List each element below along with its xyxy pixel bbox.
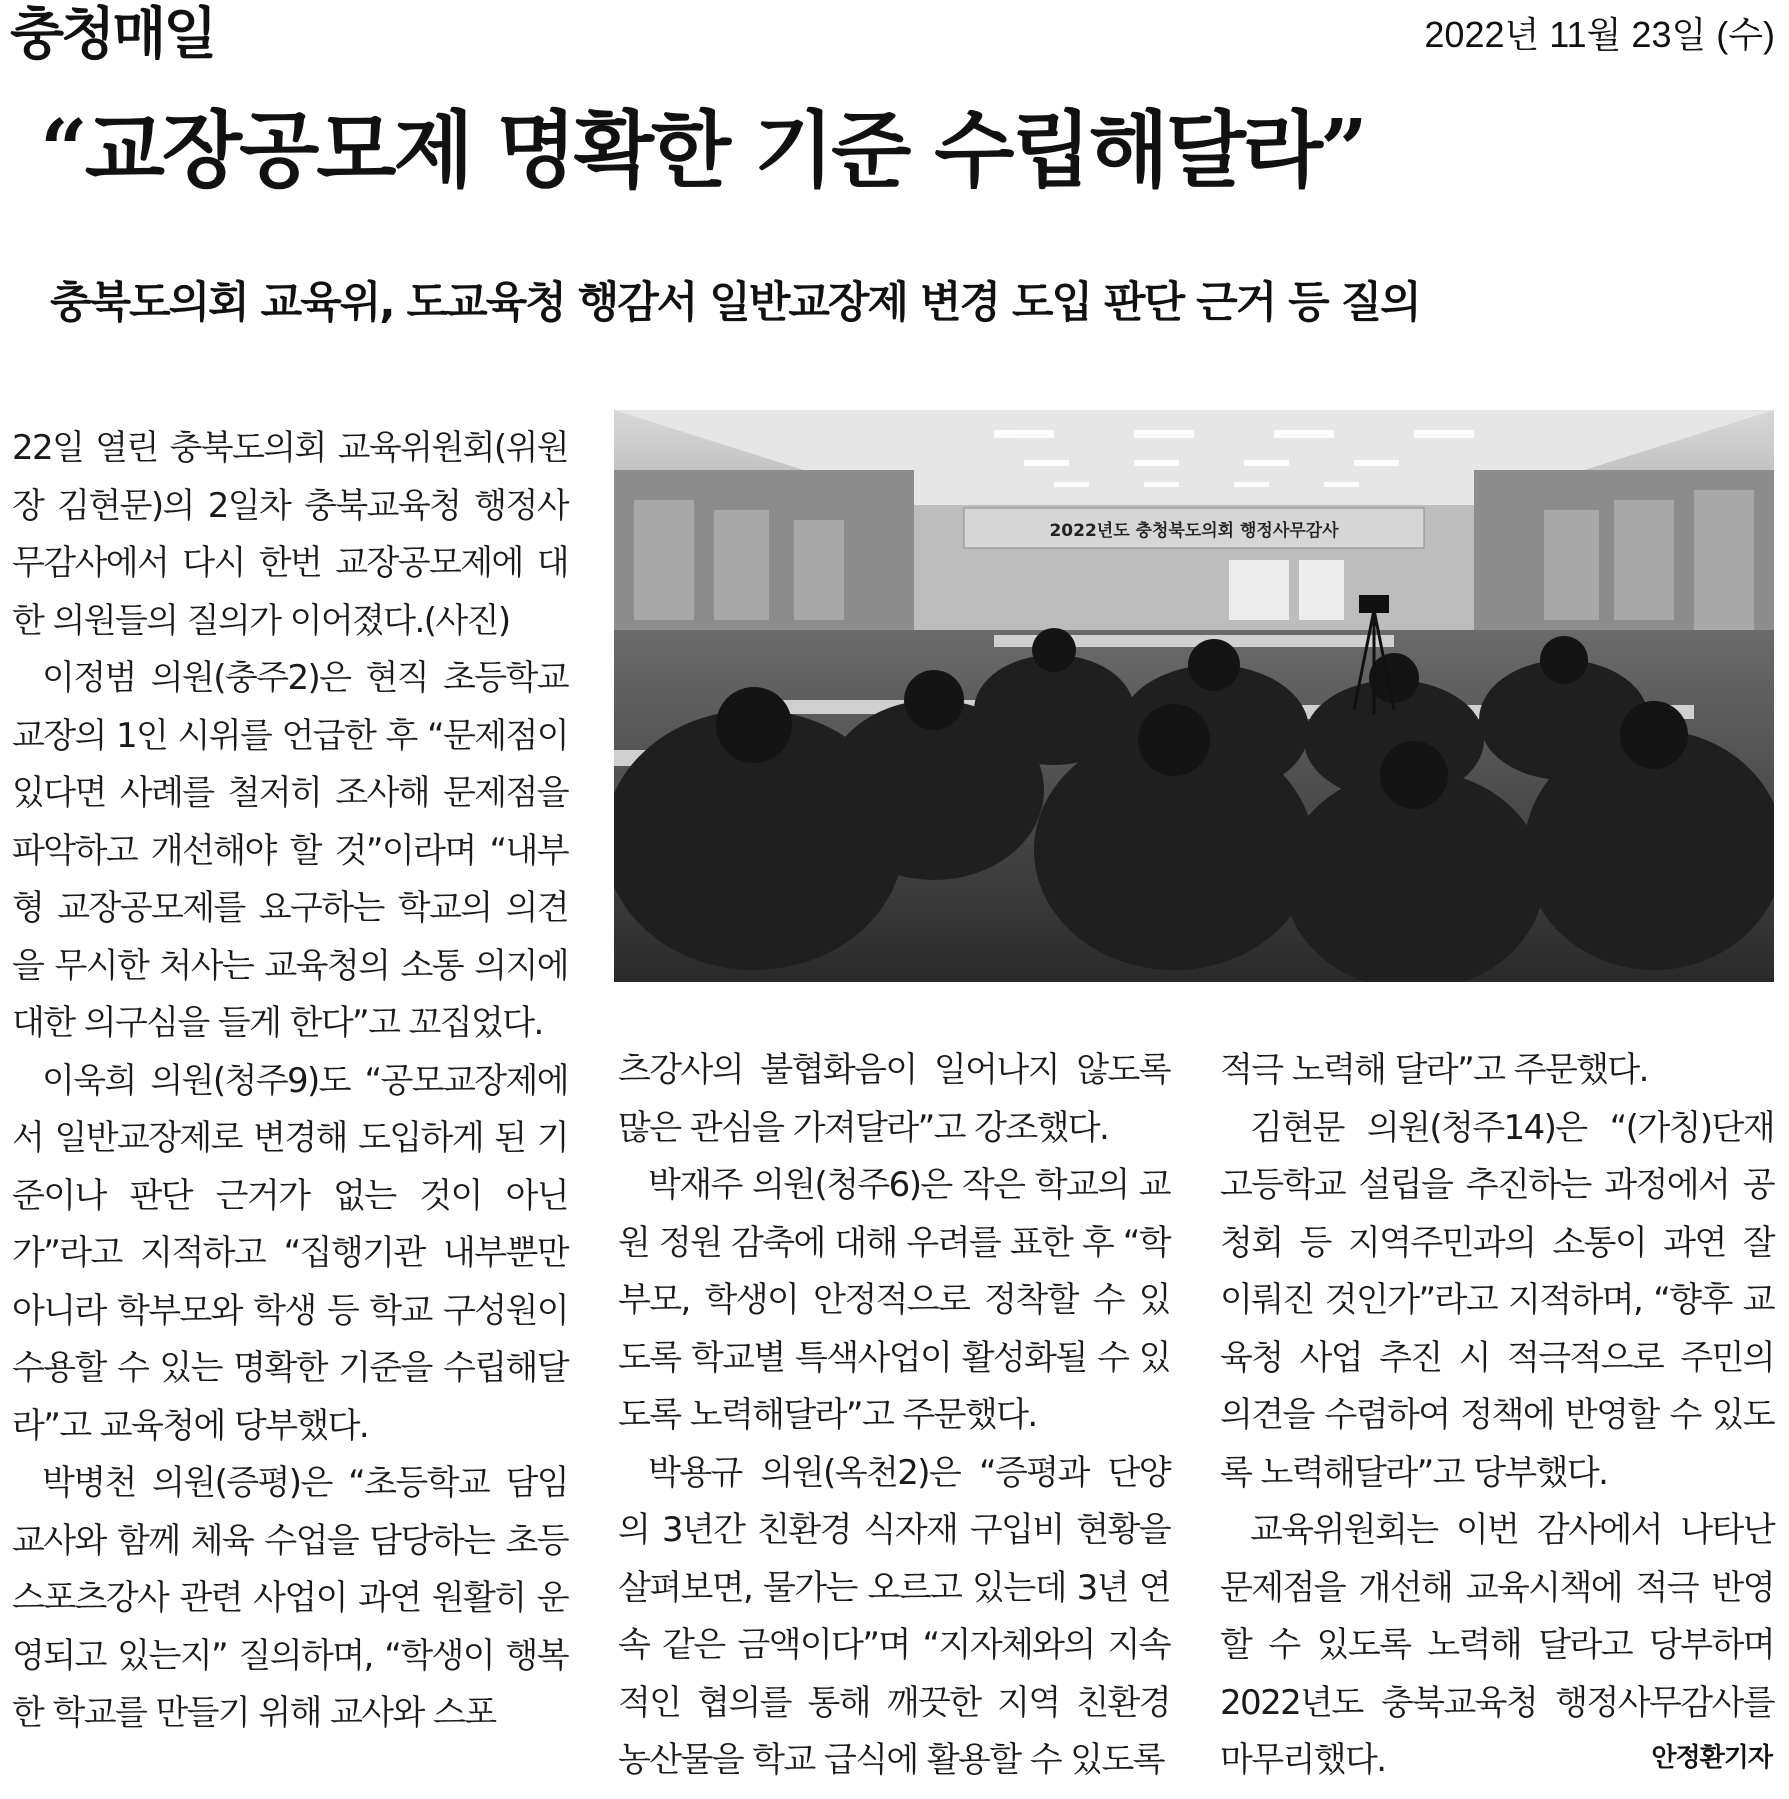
photo-banner-text: 2022년도 충청북도의회 행정사무감사: [1049, 521, 1339, 541]
article-paragraph: 박용규 의원(옥천2)은 “증평과 단양의 3년간 친환경 식자재 구입비 현황을 살펴보면, 물가는 오르고 있는데 3년 연속 같은 금액이다”며 “지자체와의 지속적인 협의를 통해 깨끗한 지역 친환경 농산물을 학교 급식에 활용할 수 있도록: [618, 1452, 1170, 1780]
article-paragraph: 22일 열린 충북도의회 교육위원회(위원장 김현문)의 2일차 충북교육청 행정사무감사에서 다시 한번 교장공모제에 대한 의원들의 질의가 이어졌다.(사진): [12, 428, 568, 641]
article-column-2: [618, 1042, 1170, 1790]
article-column-3: [1220, 1042, 1774, 1790]
article-subheadline: 충북도의회 교육위, 도교육청 행감서 일반교장제 변경 도입 판단 근거 등 질의: [50, 278, 1420, 328]
article-headline: “교장공모제 명확한 기준 수립해달라”: [40, 101, 1365, 199]
article-paragraph: 김현문 의원(청주14)은 “(가칭)단재고등학교 설립을 추진하는 과정에서 공청회 등 지역주민과의 소통이 과연 잘 이뤄진 것인가”라고 지적하며, “향후 교육청 사업 추진 시 적극적으로 주민의 의견을 수렴하여 정책에 반영할 수 있도록 노력해달라”고 당부했다.: [1220, 1107, 1774, 1493]
article-paragraph: 박병천 의원(증평)은 “초등학교 담임교사와 함께 체육 수업을 담당하는 초등스포츠강사 관련 사업이 과연 원활히 운영되고 있는지” 질의하며, “학생이 행복한 학교를 만들기 위해 교사와 스포: [12, 1463, 568, 1733]
reporter-byline: 안정환기자: [1651, 1743, 1772, 1773]
article-paragraph: 박재주 의원(청주6)은 작은 학교의 교원 정원 감축에 대해 우려를 표한 후 “학부모, 학생이 안정적으로 정착할 수 있도록 학교별 특색사업이 활성화될 수 있도록 노력해달라”고 주문했다.: [618, 1165, 1170, 1435]
publication-date: 2022년 11월 23일 (수): [1424, 14, 1775, 55]
article-paragraph: 교육위원회는 이번 감사에서 나타난 문제점을 개선해 교육시책에 적극 반영할 수 있도록 노력해 달라고 당부하며 2022년도 충북교육청 행정사무감사를 마무리했다.: [1220, 1510, 1774, 1780]
article-paragraph: 이욱희 의원(청주9)도 “공모교장제에서 일반교장제로 변경해 도입하게 된 기준이나 판단 근거가 없는 것이 아닌가”라고 지적하고 “집행기관 내부뿐만 아니라 학부모와 학생 등 학교 구성원이 수용할 수 있는 명확한 기준을 수립해달라”고 교육청에 당부했다.: [12, 1060, 568, 1446]
newspaper-name: 충청매일: [10, 2, 215, 67]
article-paragraph: 이정범 의원(충주2)은 현직 초등학교 교장의 1인 시위를 언급한 후 “문제점이 있다면 사례를 철저히 조사해 문제점을 파악하고 개선해야 할 것”이라며 “내부형 교장공모제를 요구하는 학교의 의견을 무시한 처사는 교육청의 소통 의지에 대한 의구심을 들게 한다”고 꼬집었다.: [12, 658, 568, 1043]
article-paragraph: 츠강사의 불협화음이 일어나지 않도록 많은 관심을 가져달라”고 강조했다.: [618, 1050, 1170, 1148]
article-column-1: [12, 420, 568, 1743]
article-paragraph: 적극 노력해 달라”고 주문했다.: [1220, 1050, 1648, 1090]
article-photo: [614, 410, 1774, 982]
